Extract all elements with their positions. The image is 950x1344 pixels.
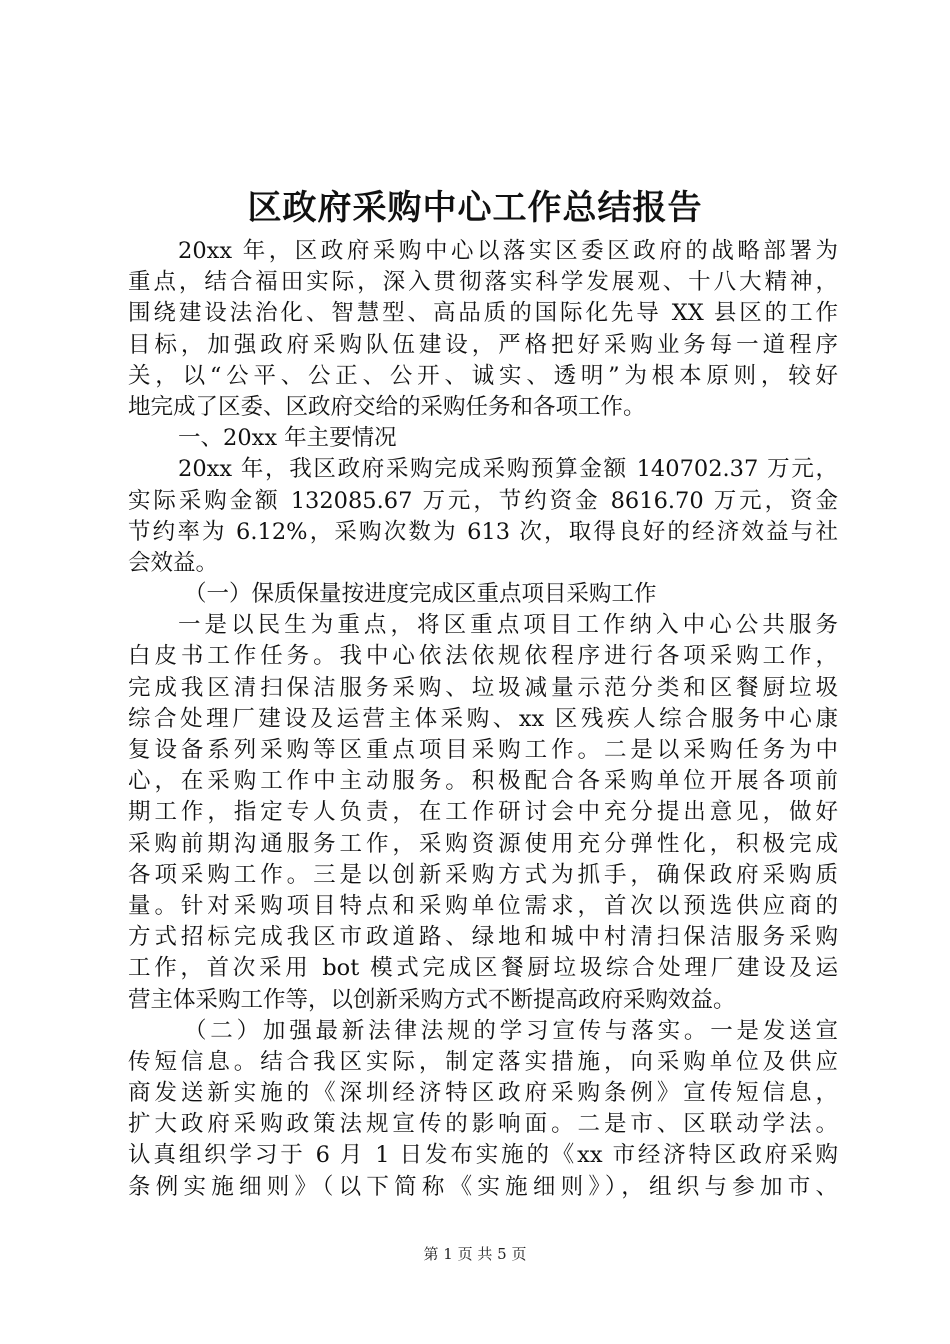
body-line: 采购前期沟通服务工作，采购资源使用充分弹性化，积极完成: [128, 830, 838, 857]
body-line: 商发送新实施的《深圳经济特区政府采购条例》宣传短信息，: [128, 1080, 838, 1107]
body-line: 会效益。: [128, 549, 219, 576]
body-line: 复设备系列采购等区重点项目采购工作。二是以采购任务为中: [128, 737, 838, 763]
body-line: 认真组织学习于 6 月 1 日发布实施的《xx 市经济特区政府采购: [128, 1142, 838, 1169]
body-line: 一是以民生为重点，将区重点项目工作纳入中心公共服务: [178, 612, 838, 639]
body-line: 实际采购金额 132085.67 万元，节约资金 8616.70 万元，资金: [128, 487, 838, 514]
body-line: 各项采购工作。三是以创新采购方式为抓手，确保政府采购质: [128, 861, 838, 888]
body-line: 围绕建设法治化、智慧型、高品质的国际化先导 XX 县区的工作: [128, 300, 838, 327]
body-line: 节约率为 6.12%，采购次数为 613 次，取得良好的经济效益与社: [128, 518, 838, 545]
body-line: 期工作，指定专人负责，在工作研讨会中充分提出意见，做好: [128, 799, 838, 826]
body-line: 目标，加强政府采购队伍建设，严格把好采购业务每一道程序: [128, 331, 838, 358]
document-body: [128, 236, 838, 1203]
subsection-heading: （二）加强最新法律法规的学习宣传与落实。一是发送宣: [184, 1017, 838, 1044]
body-line: 传短信息。结合我区实际，制定落实措施，向采购单位及供应: [128, 1048, 838, 1075]
page-number: 第 1 页 共 5 页: [423, 1245, 527, 1263]
body-line: 地完成了区委、区政府交给的采购任务和各项工作。: [128, 393, 646, 420]
body-line: 关，以“公平、公正、公开、诚实、透明”为根本原则，较好: [128, 362, 838, 389]
body-line: 扩大政府采购政策法规宣传的影响面。二是市、区联动学法。: [128, 1111, 838, 1138]
document-title: 区政府采购中心工作总结报告: [247, 188, 703, 228]
body-line: 条例实施细则》（以下简称《实施细则》），组织与参加市、: [128, 1173, 838, 1200]
section-heading: 一、20xx 年主要情况: [178, 425, 397, 452]
body-line: 营主体采购工作等，以创新采购方式不断提高政府采购效益。: [128, 986, 736, 1013]
body-line: 20xx 年，区政府采购中心以落实区委区政府的战略部署为: [178, 238, 838, 264]
body-line: 白皮书工作任务。我中心依法依规依程序进行各项采购工作，: [128, 643, 838, 670]
subsection-heading: （一）保质保量按进度完成区重点项目采购工作: [184, 581, 657, 608]
body-line: 心，在采购工作中主动服务。积极配合各采购单位开展各项前: [128, 768, 838, 795]
body-line: 完成我区清扫保洁服务采购、垃圾减量示范分类和区餐厨垃圾: [128, 674, 838, 701]
body-line: 方式招标完成我区市政道路、绿地和城中村清扫保洁服务采购: [128, 924, 838, 951]
body-line: 20xx 年，我区政府采购完成采购预算金额 140702.37 万元，: [178, 456, 838, 483]
body-line: 工作，首次采用 bot 模式完成区餐厨垃圾综合处理厂建设及运: [128, 955, 838, 982]
body-line: 量。针对采购项目特点和采购单位需求，首次以预选供应商的: [128, 892, 838, 919]
body-line: 综合处理厂建设及运营主体采购、xx 区残疾人综合服务中心康: [128, 705, 838, 732]
body-line: 重点，结合福田实际，深入贯彻落实科学发展观、十八大精神，: [128, 269, 838, 296]
